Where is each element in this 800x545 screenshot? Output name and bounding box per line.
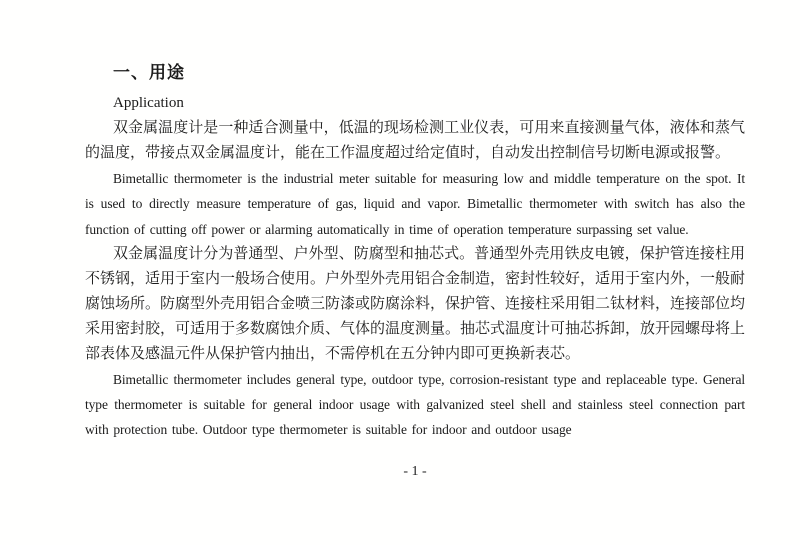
paragraph-zh-1: 双金属温度计是一种适合测量中，低温的现场检测工业仪表，可用来直接测量气体，液体和蒸气的温度，带接点双金属温度计，能在工作温度超过给定值时，自动发出控制信号切断电源或报警。: [85, 120, 745, 161]
document-content: [85, 60, 745, 443]
paragraph-zh-2: 双金属温度计分为普通型、户外型、防腐型和抽芯式。普通型外壳用铁皮电镀，保护管连接柱用不锈钢，适用于室内一般场合使用。户外型外壳用铝合金制造，密封性较好，适用于室内外，一般耐腐蚀场所。防腐型外壳用铝合金喷三防漆或防腐涂料，保护管、连接柱采用钼二钛材料，连接部位均采用密封胶，可适用于多数腐蚀介质、气体的温度测量。抽芯式温度计可抽芯拆卸，放开园螺母将上部表体及感温元件从保护管内抽出，不需停机在五分钟内即可更换新表芯。: [85, 245, 746, 362]
section-heading: 一、用途: [113, 63, 185, 82]
section-subheading: Application: [113, 95, 184, 111]
paragraph-en-2: Bimetallic thermometer includes general type, outdoor type, corrosion-resistant type and replaceable type. General type thermometer is suitable for general indoor usage with galvanized steel shell and stainless steel connection part with protection tube. Outdoor type thermometer is suitable for indoor and outdoor usage: [85, 371, 745, 438]
page-number: - 1 -: [403, 464, 427, 479]
paragraph-en-1: Bimetallic thermometer is the industrial meter suitable for measuring low and middle temperature on the spot. It is used to directly measure temperature of gas, liquid and vapor. Bimetallic thermometer with switch has also the function of cutting off power or alarming automatically in time of operation temperature surpassing set value.: [85, 171, 745, 237]
